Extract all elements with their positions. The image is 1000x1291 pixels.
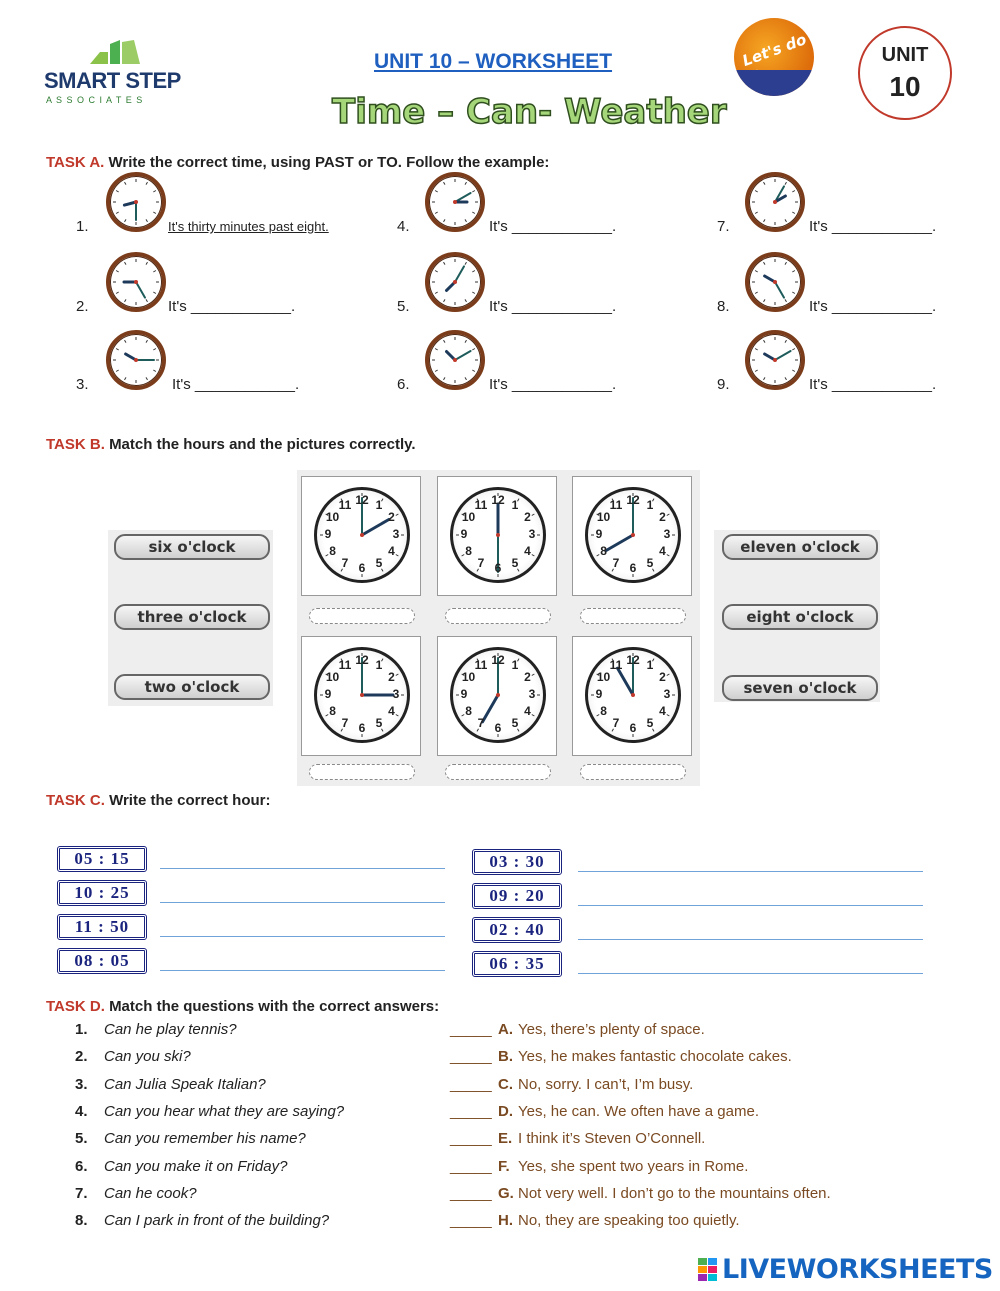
logo-sub: A S S O C I A T E S (46, 95, 144, 105)
clock-numeral: 7 (341, 716, 349, 731)
clock-numeral: 5 (375, 716, 383, 731)
task-d-title (46, 998, 439, 1015)
unit-number: 10 (889, 71, 921, 102)
answer-letter: B. (498, 1048, 513, 1066)
clock-numeral: 6 (629, 561, 637, 575)
digital-time: 10 : 25 (57, 880, 147, 906)
task-a-answer[interactable]: It's ____________. (489, 298, 617, 315)
answer-letter: C. (498, 1075, 513, 1093)
answer-text: I think it’s Steven O’Connell. (518, 1130, 706, 1148)
question-text: Can you ski? (104, 1048, 191, 1066)
clock-numeral: 9 (595, 687, 603, 701)
analog-clock-icon (106, 252, 166, 312)
question-text: Can you remember his name? (104, 1130, 306, 1148)
clock-numeral: 7 (612, 556, 620, 571)
clock-numeral: 5 (375, 556, 383, 571)
question-number: 8. (75, 1212, 88, 1230)
clock-numeral: 10 (461, 510, 476, 524)
clock-numeral: 8 (329, 544, 336, 558)
question-number: 2. (75, 1048, 88, 1066)
clock-numeral: 12 (626, 653, 640, 667)
clock-numeral: 2 (388, 670, 395, 684)
clock-numeral: 4 (659, 704, 666, 718)
wall-clock-icon (314, 487, 410, 583)
unit-label: UNIT (881, 44, 929, 66)
answer-text: Yes, there’s plenty of space. (518, 1021, 705, 1038)
answer-letter: A. (498, 1021, 513, 1038)
clock-numeral: 9 (595, 527, 603, 541)
task-a-answer: It's thirty minutes past eight. (168, 219, 329, 234)
answer-blank[interactable]: _____ (450, 1102, 492, 1120)
clock-numeral: 1 (375, 497, 383, 512)
clock-numeral: 4 (659, 544, 666, 558)
answer-line[interactable] (578, 939, 923, 940)
option-eleven-oclock[interactable]: eleven o'clock (722, 534, 878, 560)
answer-line[interactable] (578, 973, 923, 974)
task-a-title (46, 154, 549, 171)
clock-picture (437, 476, 557, 596)
clock-numeral: 2 (524, 670, 531, 684)
task-b-title (46, 436, 416, 453)
answer-letter: E. (498, 1130, 513, 1148)
answer-text: No, they are speaking too quietly. (518, 1212, 740, 1230)
clock-numeral: 2 (659, 670, 666, 684)
answer-line[interactable] (160, 868, 445, 869)
task-a-answer[interactable]: It's ____________. (809, 218, 937, 235)
task-a-answer[interactable]: It's ____________. (168, 298, 296, 315)
clock-numeral: 1 (511, 657, 519, 672)
analog-clock-icon (745, 330, 805, 390)
task-a-item-number: 7. (717, 218, 730, 235)
lets-do-it-badge (734, 18, 814, 96)
clock-numeral: 8 (465, 704, 472, 718)
unit-circle (858, 26, 952, 120)
drop-box[interactable] (309, 608, 415, 624)
clock-numeral: 12 (355, 653, 369, 667)
clock-numeral: 1 (646, 497, 654, 512)
live-blocks-icon (698, 1258, 718, 1282)
footer-brand-text: LIVEWORKSHEETS (722, 1254, 993, 1285)
clock-numeral: 3 (392, 687, 400, 701)
answer-letter: F. (498, 1157, 510, 1175)
digital-time: 03 : 30 (472, 849, 562, 875)
drop-box[interactable] (445, 608, 551, 624)
analog-clock-icon (425, 172, 485, 232)
analog-clock-icon (106, 172, 166, 232)
wall-clock-icon (585, 487, 681, 583)
task-a-item-number: 9. (717, 376, 730, 393)
task-a-item-number: 2. (76, 298, 89, 315)
clock-numeral: 10 (596, 670, 611, 684)
task-d-prefix: TASK D. (46, 998, 105, 1015)
drop-box[interactable] (445, 764, 551, 780)
clock-numeral: 11 (609, 657, 623, 672)
question-number: 7. (75, 1184, 88, 1202)
clock-numeral: 11 (338, 657, 352, 672)
answer-text: Yes, she spent two years in Rome. (518, 1157, 749, 1175)
analog-clock-icon (745, 252, 805, 312)
option-eight-oclock[interactable]: eight o'clock (722, 604, 878, 630)
answer-letter: D. (498, 1102, 513, 1120)
clock-numeral: 3 (392, 527, 400, 541)
logo-bars-icon (86, 38, 146, 66)
clock-numeral: 7 (477, 716, 485, 731)
digital-time: 02 : 40 (472, 917, 562, 943)
clock-numeral: 11 (338, 497, 352, 512)
answer-line[interactable] (160, 970, 445, 971)
clock-numeral: 8 (600, 544, 607, 558)
answer-blank[interactable]: _____ (450, 1075, 492, 1093)
clock-numeral: 4 (524, 544, 531, 558)
answer-blank[interactable]: _____ (450, 1184, 492, 1202)
option-six-oclock[interactable]: six o'clock (114, 534, 270, 560)
task-a-item-number: 4. (397, 218, 410, 235)
answer-blank[interactable]: _____ (450, 1021, 492, 1038)
clock-picture (301, 476, 421, 596)
badge-crowd (734, 70, 814, 96)
clock-numeral: 5 (646, 556, 654, 571)
task-a-answer[interactable]: It's ____________. (489, 376, 617, 393)
digital-time: 09 : 20 (472, 883, 562, 909)
question-number: 3. (75, 1075, 88, 1093)
clock-numeral: 11 (474, 497, 488, 512)
answer-letter: H. (498, 1212, 513, 1230)
drop-box[interactable] (580, 608, 686, 624)
clock-picture (437, 636, 557, 756)
clock-numeral: 7 (612, 716, 620, 731)
clock-numeral: 11 (474, 657, 488, 672)
clock-numeral: 1 (511, 497, 519, 512)
clock-numeral: 12 (355, 493, 369, 507)
clock-numeral: 7 (341, 556, 349, 571)
wall-clock-icon (450, 487, 546, 583)
clock-numeral: 10 (325, 670, 340, 684)
clock-numeral: 9 (324, 687, 332, 701)
clock-numeral: 4 (524, 704, 531, 718)
question-number: 1. (75, 1021, 88, 1038)
digital-time: 11 : 50 (57, 914, 147, 940)
clock-numeral: 9 (460, 527, 468, 541)
question-text: Can you hear what they are saying? (104, 1102, 345, 1120)
clock-numeral: 12 (626, 493, 640, 507)
analog-clock-icon (745, 172, 805, 232)
clock-numeral: 8 (329, 704, 336, 718)
answer-text: Not very well. I don’t go to the mountains often. (518, 1184, 831, 1202)
clock-numeral: 6 (358, 561, 366, 575)
wall-clock-icon (450, 647, 546, 743)
wall-clock-icon (585, 647, 681, 743)
answer-text: Yes, he makes fantastic chocolate cakes. (518, 1048, 792, 1066)
analog-clock-icon (106, 330, 166, 390)
clock-numeral: 3 (528, 527, 536, 541)
option-two-oclock[interactable]: two o'clock (114, 674, 270, 700)
task-b-instruction: Match the hours and the pictures correctly. (109, 436, 416, 453)
task-c-title (46, 792, 270, 809)
analog-clock-icon (425, 330, 485, 390)
task-a-item-number: 3. (76, 376, 89, 393)
drop-box[interactable] (309, 764, 415, 780)
task-a-item-number: 6. (397, 376, 410, 393)
clock-numeral: 2 (388, 510, 395, 524)
clock-numeral: 8 (600, 704, 607, 718)
clock-numeral: 4 (388, 544, 395, 558)
task-a-answer[interactable]: It's ____________. (172, 376, 300, 393)
task-a-item-number: 5. (397, 298, 410, 315)
answer-text: No, sorry. I can’t, I’m busy. (518, 1075, 694, 1093)
page-subtitle: Time – Can- Weather (332, 92, 727, 132)
logo (44, 38, 194, 113)
clock-numeral: 6 (358, 721, 366, 735)
answer-letter: G. (498, 1184, 514, 1202)
answer-line[interactable] (160, 936, 445, 937)
clock-numeral: 6 (494, 561, 502, 575)
answer-text: Yes, he can. We often have a game. (518, 1102, 759, 1120)
answer-blank[interactable]: _____ (450, 1048, 492, 1066)
page-title: UNIT 10 – WORKSHEET (374, 50, 613, 73)
analog-clock-icon (425, 252, 485, 312)
clock-numeral: 12 (491, 653, 505, 667)
answer-blank[interactable]: _____ (450, 1157, 492, 1175)
task-a-prefix: TASK A. (46, 154, 105, 171)
digital-time: 06 : 35 (472, 951, 562, 977)
logo-name: SMART STEP (44, 68, 181, 93)
clock-picture (572, 636, 692, 756)
clock-numeral: 1 (646, 657, 654, 672)
clock-picture (301, 636, 421, 756)
task-a-item-number: 1. (76, 218, 89, 235)
task-d-instruction: Match the questions with the correct answers: (109, 998, 440, 1015)
question-text: Can I park in front of the building? (104, 1212, 330, 1230)
option-seven-oclock[interactable]: seven o'clock (722, 675, 878, 701)
answer-line[interactable] (160, 902, 445, 903)
task-a-answer[interactable]: It's ____________. (809, 376, 937, 393)
clock-numeral: 3 (663, 527, 671, 541)
task-a-answer[interactable]: It's ____________. (809, 298, 937, 315)
clock-numeral: 2 (659, 510, 666, 524)
option-three-oclock[interactable]: three o'clock (114, 604, 270, 630)
question-text: Can you make it on Friday? (104, 1157, 288, 1175)
clock-numeral: 4 (388, 704, 395, 718)
answer-line[interactable] (578, 905, 923, 906)
clock-numeral: 5 (511, 556, 519, 571)
clock-numeral: 1 (375, 657, 383, 672)
clock-numeral: 5 (646, 716, 654, 731)
answer-line[interactable] (578, 871, 923, 872)
wall-clock-icon (314, 647, 410, 743)
clock-numeral: 10 (461, 670, 476, 684)
task-c-prefix: TASK C. (46, 792, 105, 809)
task-a-item-number: 8. (717, 298, 730, 315)
clock-numeral: 6 (629, 721, 637, 735)
badge-text: Let's do (739, 30, 809, 70)
clock-picture (572, 476, 692, 596)
clock-numeral: 5 (511, 716, 519, 731)
task-c-instruction: Write the correct hour: (109, 792, 271, 809)
task-a-instruction: Write the correct time, using PAST or TO. Follow the example: (108, 154, 550, 171)
clock-numeral: 8 (465, 544, 472, 558)
clock-numeral: 6 (494, 721, 502, 735)
clock-numeral: 3 (528, 687, 536, 701)
answer-blank[interactable]: _____ (450, 1130, 492, 1148)
clock-numeral: 10 (325, 510, 340, 524)
drop-box[interactable] (580, 764, 686, 780)
question-text: Can Julia Speak Italian? (104, 1075, 266, 1093)
task-b-prefix: TASK B. (46, 436, 105, 453)
task-a-answer[interactable]: It's ____________. (489, 218, 617, 235)
clock-numeral: 12 (491, 493, 505, 507)
clock-numeral: 10 (596, 510, 611, 524)
answer-blank[interactable]: _____ (450, 1212, 492, 1230)
question-text: Can he play tennis? (104, 1021, 237, 1038)
question-number: 5. (75, 1130, 88, 1148)
digital-time: 05 : 15 (57, 846, 147, 872)
clock-numeral: 9 (324, 527, 332, 541)
clock-numeral: 3 (663, 687, 671, 701)
clock-numeral: 2 (524, 510, 531, 524)
question-text: Can he cook? (104, 1184, 197, 1202)
question-number: 6. (75, 1157, 88, 1175)
question-number: 4. (75, 1102, 88, 1120)
clock-numeral: 9 (460, 687, 468, 701)
clock-numeral: 11 (609, 497, 623, 512)
digital-time: 08 : 05 (57, 948, 147, 974)
clock-numeral: 7 (477, 556, 485, 571)
